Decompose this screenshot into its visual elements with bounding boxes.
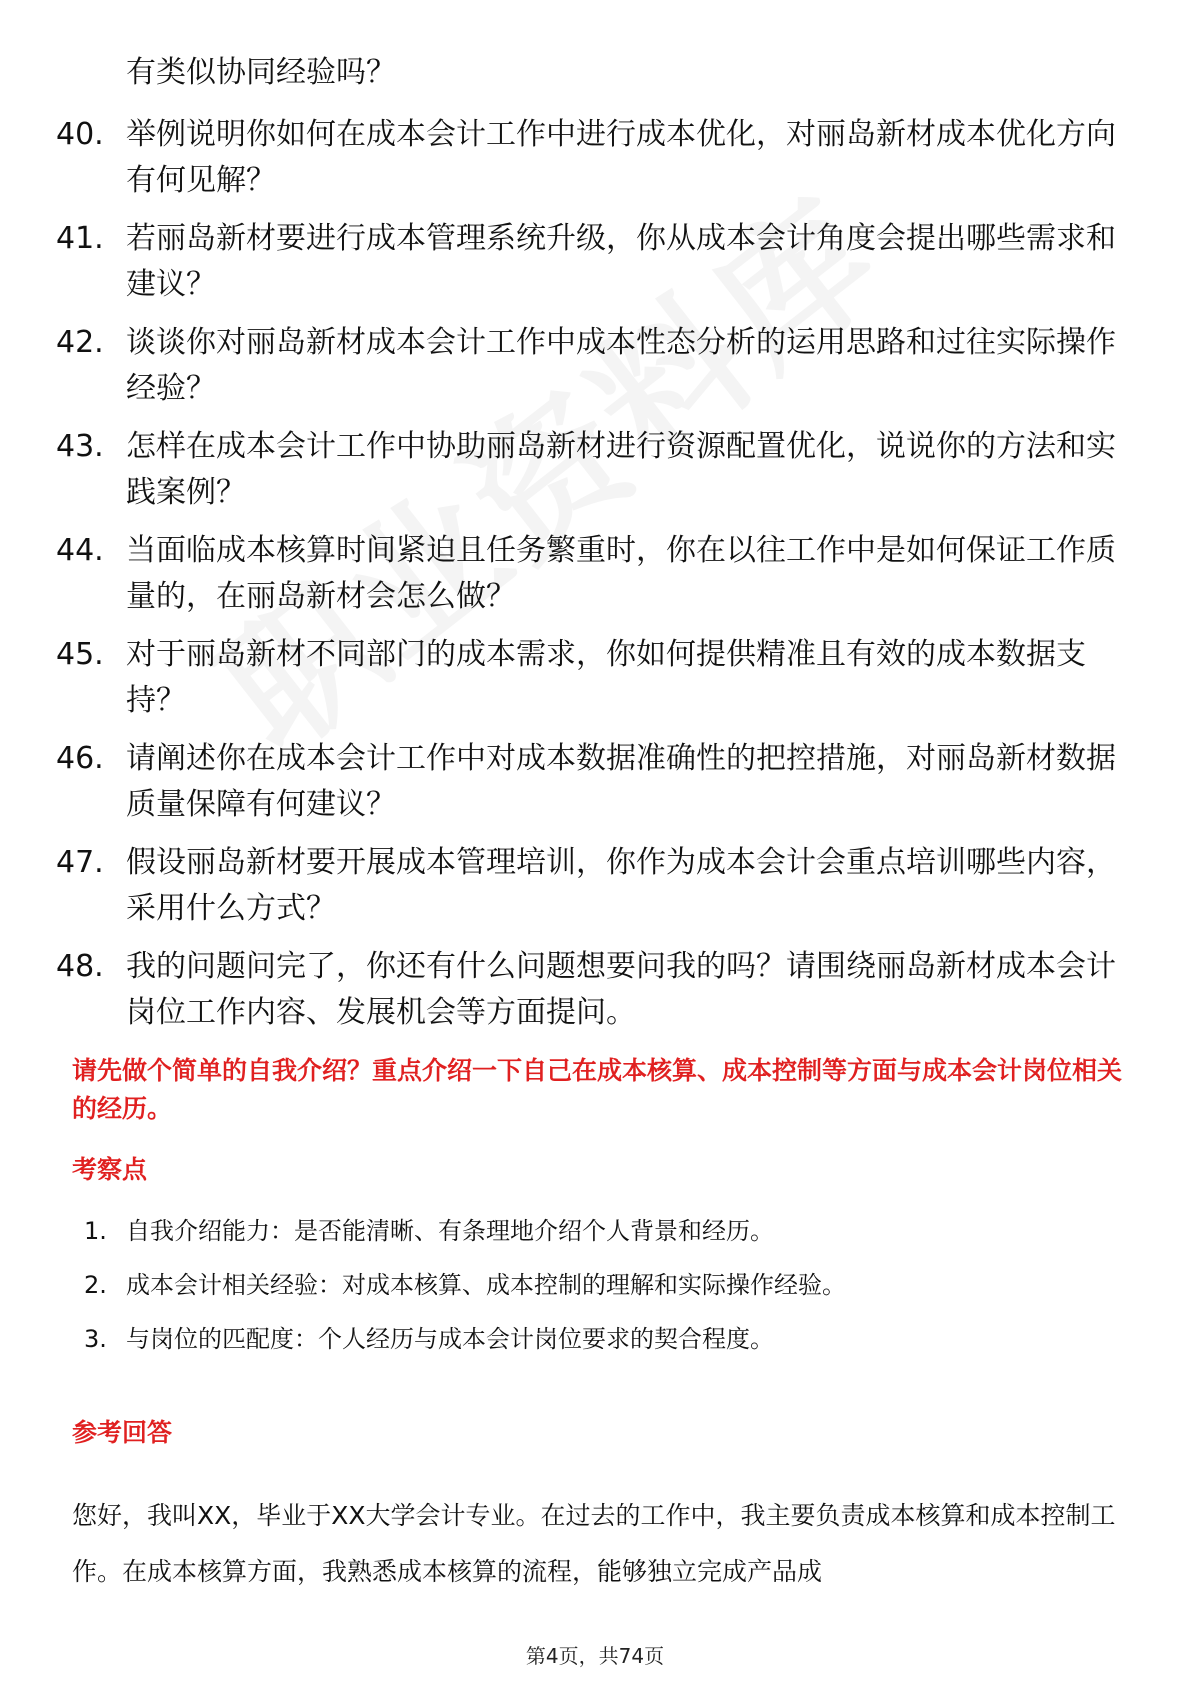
question-text: 当面临成本核算时间紧迫且任务繁重时，你在以往工作中是如何保证工作质量的，在丽岛新材会怎么做？	[126, 533, 1116, 614]
question-number: 46.	[56, 741, 104, 776]
question-item	[56, 424, 1126, 516]
focus-heading: 考察点	[72, 1155, 148, 1184]
question-number: 47.	[56, 845, 104, 880]
question-number: 41.	[56, 221, 104, 256]
question-item	[56, 944, 1126, 1036]
question-number: 45.	[56, 637, 104, 672]
question-text: 谈谈你对丽岛新材成本会计工作中成本性态分析的运用思路和过往实际操作经验？	[126, 325, 1116, 406]
question-item	[56, 632, 1126, 724]
question-number: 43.	[56, 429, 104, 464]
focus-point-number: 3.	[84, 1325, 107, 1353]
focus-point-item	[84, 1269, 1124, 1301]
answer-heading: 参考回答	[72, 1418, 173, 1447]
question-item	[56, 320, 1126, 412]
question-text: 对于丽岛新材不同部门的成本需求，你如何提供精准且有效的成本数据支持？	[126, 637, 1086, 718]
focus-point-text: 自我介绍能力：是否能清晰、有条理地介绍个人背景和经历。	[126, 1217, 774, 1245]
question-text: 怎样在成本会计工作中协助丽岛新材进行资源配置优化，说说你的方法和实践案例？	[126, 429, 1116, 510]
question-item	[56, 112, 1126, 204]
question-item	[56, 840, 1126, 932]
question-number: 42.	[56, 325, 104, 360]
question-number: 40.	[56, 117, 104, 152]
question-text: 若丽岛新材要进行成本管理系统升级，你从成本会计角度会提出哪些需求和建议？	[126, 221, 1116, 302]
question-text: 请阐述你在成本会计工作中对成本数据准确性的把控措施，对丽岛新材数据质量保障有何建议？	[126, 741, 1116, 822]
question-number: 44.	[56, 533, 104, 568]
question-item	[56, 736, 1126, 828]
focus-point-item	[84, 1215, 1124, 1247]
question-item	[56, 528, 1126, 620]
focus-point-number: 1.	[84, 1217, 107, 1245]
question-number: 48.	[56, 949, 104, 984]
focus-point-number: 2.	[84, 1271, 107, 1299]
focus-point-text: 与岗位的匹配度：个人经历与成本会计岗位要求的契合程度。	[126, 1325, 774, 1353]
question-text: 假设丽岛新材要开展成本管理培训，你作为成本会计会重点培训哪些内容，采用什么方式？	[126, 845, 1116, 926]
focus-point-text: 成本会计相关经验：对成本核算、成本控制的理解和实际操作经验。	[126, 1271, 846, 1299]
focus-points-list	[84, 1215, 1124, 1377]
page-number: 第4页，共74页	[525, 1644, 665, 1668]
question-continued: 有类似协同经验吗？	[126, 55, 396, 90]
answer-text: 您好，我叫XX，毕业于XX大学会计专业。在过去的工作中，我主要负责成本核算和成本控制工作。在成本核算方面，我熟悉成本核算的流程，能够独立完成产品成	[72, 1501, 1116, 1586]
question-text: 我的问题问完了，你还有什么问题想要问我的吗？请围绕丽岛新材成本会计岗位工作内容、发展机会等方面提问。	[126, 949, 1116, 1030]
question-list	[56, 50, 1126, 1048]
focus-point-item	[84, 1323, 1124, 1355]
section-question-heading: 请先做个简单的自我介绍？重点介绍一下自己在成本核算、成本控制等方面与成本会计岗位相关的经历。	[72, 1056, 1123, 1123]
question-text: 举例说明你如何在成本会计工作中进行成本优化，对丽岛新材成本优化方向有何见解？	[126, 117, 1116, 198]
question-item	[56, 216, 1126, 308]
